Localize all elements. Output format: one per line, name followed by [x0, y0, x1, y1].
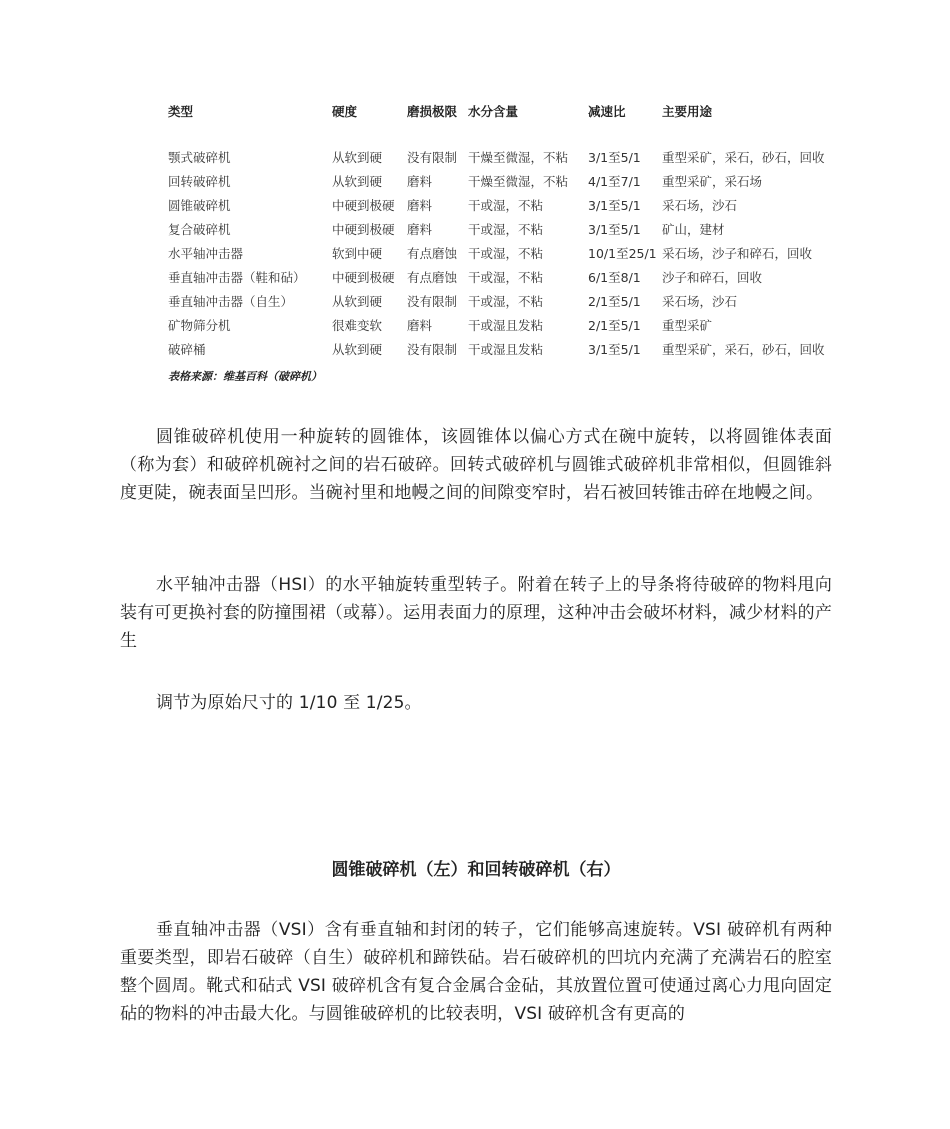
table-cell: 中硬到极硬	[332, 198, 395, 213]
table-cell: 圆锥破碎机	[168, 198, 231, 213]
table-cell: 中硬到极硬	[332, 270, 395, 285]
table-cell: 中硬到极硬	[332, 222, 395, 237]
table-cell: 干或湿，不粘	[468, 222, 544, 237]
table-cell: 采石场，沙石	[662, 294, 738, 309]
table-cell: 从软到硬	[332, 342, 383, 357]
table-cell: 重型采矿，采石，砂石，回收	[662, 150, 825, 165]
paragraph-reduction: 调节为原始尺寸的 1/10 至 1/25。	[156, 693, 422, 713]
table-cell: 磨料	[407, 318, 433, 333]
paragraph-cone-crusher: 圆锥破碎机使用一种旋转的圆锥体，该圆锥体以偏心方式在碗中旋转，以将圆锥体表面（称为套）和破碎机碗衬之间的岩石破碎。回转式破碎机与圆锥式破碎机非常相似，但圆锥斜度更陡，碗表面呈凹形。当碗衬里和地幔之间的间隙变窄时，岩石被回转锥击碎在地幔之间。	[120, 427, 832, 503]
table-cell: 2/1至5/1	[588, 294, 641, 309]
table-header-abrasion-limit: 磨损极限	[407, 104, 458, 119]
figure-caption: 圆锥破碎机（左）和回转破碎机（右）	[331, 860, 621, 880]
table-cell: 6/1至8/1	[588, 270, 641, 285]
table-cell: 3/1至5/1	[588, 342, 641, 357]
table-header-type: 类型	[168, 104, 194, 119]
table-cell: 3/1至5/1	[588, 150, 641, 165]
table-cell: 沙子和碎石，回收	[662, 270, 763, 285]
table-cell: 干燥至微湿，不粘	[468, 150, 569, 165]
table-cell: 垂直轴冲击器（鞋和砧）	[168, 270, 306, 285]
table-cell: 从软到硬	[332, 174, 383, 189]
table-cell: 有点磨蚀	[407, 270, 458, 285]
table-cell: 矿山，建材	[662, 222, 725, 237]
table-cell: 干或湿，不粘	[468, 198, 544, 213]
table-header-moisture: 水分含量	[468, 104, 519, 119]
table-cell: 垂直轴冲击器（自生）	[168, 294, 294, 309]
table-cell: 干或湿，不粘	[468, 294, 544, 309]
table-source-note: 表格来源：维基百科（破碎机）	[168, 370, 322, 383]
table-cell: 从软到硬	[332, 150, 383, 165]
table-cell: 没有限制	[407, 342, 458, 357]
paragraph-hsi: 水平轴冲击器（HSI）的水平轴旋转重型转子。附着在转子上的导条将待破碎的物料甩向装有可更换衬套的防撞围裙（或幕）。运用表面力的原理，这种冲击会破坏材料，减少材料的产生	[120, 575, 832, 651]
table-cell: 没有限制	[407, 294, 458, 309]
table-cell: 颚式破碎机	[168, 150, 231, 165]
table-header-hardness: 硬度	[332, 104, 358, 119]
table-cell: 磨料	[407, 198, 433, 213]
table-header-reduction-ratio: 减速比	[588, 104, 626, 119]
table-cell: 回转破碎机	[168, 174, 231, 189]
table-cell: 干或湿，不粘	[468, 270, 544, 285]
table-cell: 采石场，沙子和碎石，回收	[662, 246, 813, 261]
table-cell: 10/1至25/1	[588, 246, 657, 261]
table-header-main-use: 主要用途	[662, 104, 713, 119]
table-cell: 4/1至7/1	[588, 174, 641, 189]
table-cell: 2/1至5/1	[588, 318, 641, 333]
table-cell: 水平轴冲击器	[168, 246, 244, 261]
table-cell: 磨料	[407, 174, 433, 189]
table-cell: 干或湿且发粘	[468, 318, 544, 333]
table-cell: 重型采矿	[662, 318, 713, 333]
table-cell: 有点磨蚀	[407, 246, 458, 261]
table-cell: 复合破碎机	[168, 222, 231, 237]
table-cell: 3/1至5/1	[588, 222, 641, 237]
table-cell: 很难变软	[332, 318, 383, 333]
table-cell: 干或湿，不粘	[468, 246, 544, 261]
table-cell: 重型采矿，采石，砂石，回收	[662, 342, 825, 357]
table-cell: 干或湿且发粘	[468, 342, 544, 357]
crusher-comparison-table	[0, 0, 950, 400]
table-cell: 矿物筛分机	[168, 318, 231, 333]
paragraph-vsi: 垂直轴冲击器（VSI）含有垂直轴和封闭的转子，它们能够高速旋转。VSI 破碎机有两种重要类型，即岩石破碎（自生）破碎机和蹄铁砧。岩石破碎机的凹坑内充满了充满岩石的腔室整个圆周。靴式和砧式 VSI 破碎机含有复合金属合金砧，其放置位置可使通过离心力甩向固定砧的物料的冲击最大化。与圆锥破碎机的比较表明，VSI 破碎机含有更高的	[120, 920, 832, 1024]
table-cell: 破碎桶	[168, 342, 206, 357]
table-cell: 采石场，沙石	[662, 198, 738, 213]
table-cell: 没有限制	[407, 150, 458, 165]
table-cell: 干燥至微湿，不粘	[468, 174, 569, 189]
table-cell: 3/1至5/1	[588, 198, 641, 213]
table-cell: 磨料	[407, 222, 433, 237]
table-cell: 从软到硬	[332, 294, 383, 309]
table-cell: 重型采矿，采石场	[662, 174, 763, 189]
table-cell: 软到中硬	[332, 246, 383, 261]
